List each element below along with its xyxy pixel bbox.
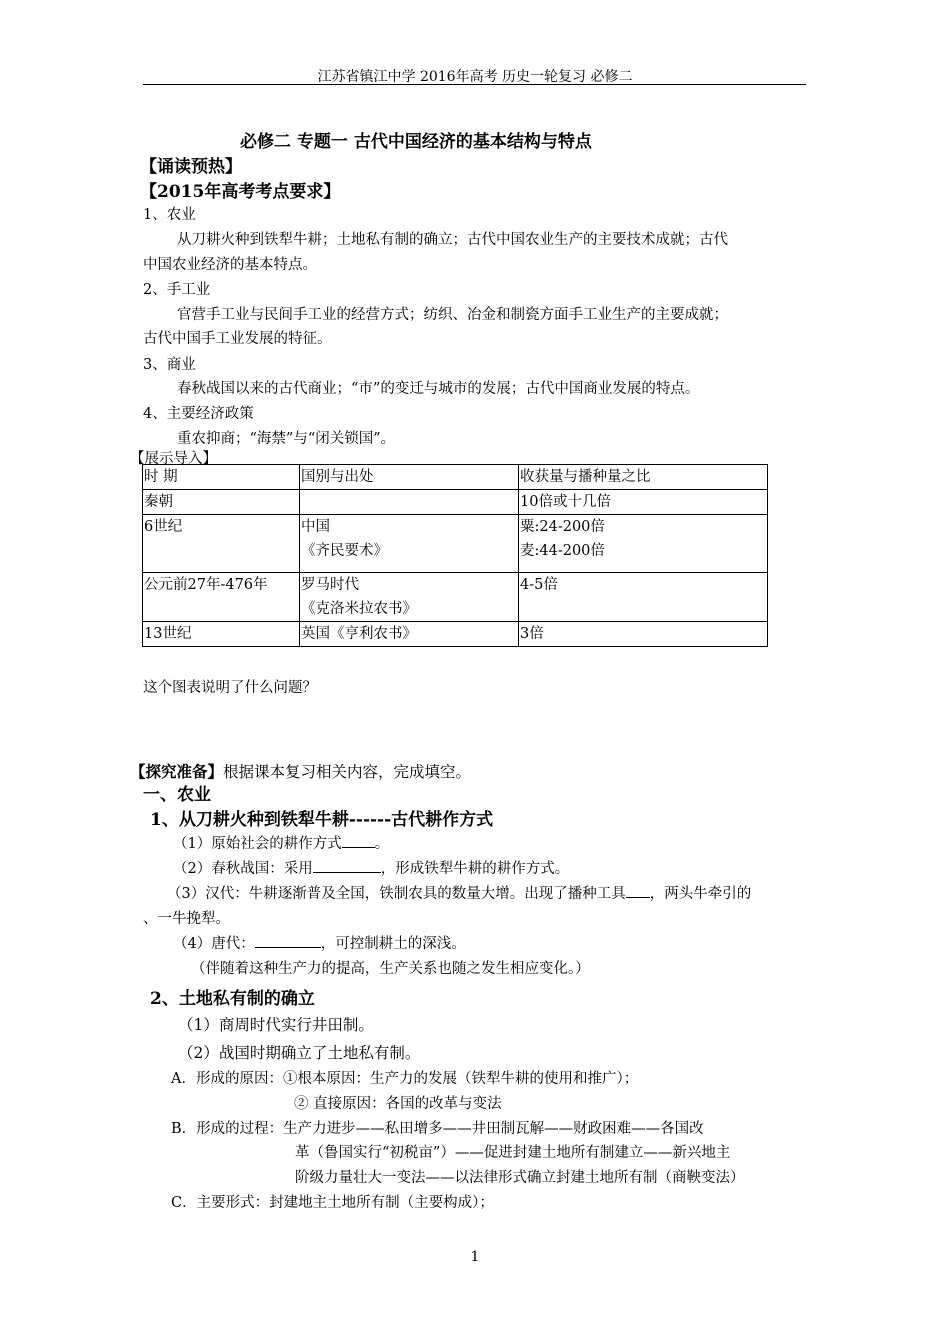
table-row: [143, 490, 768, 515]
s2-c-line-1: C．主要形式：封建地主土地所有制（主要构成）；: [171, 1195, 494, 1211]
section-read-heading: 【诵读预热】: [140, 157, 242, 177]
table-cell-source: [300, 515, 519, 573]
s1-line-2-end: ，形成铁犁牛耕的耕作方式。: [380, 861, 570, 877]
table-row: [143, 573, 768, 622]
s1-line-1-end: 。: [374, 836, 390, 852]
table-question: 这个图表说明了什么问题？: [143, 680, 317, 696]
section-requirements-heading: 【2015年高考考点要求】: [140, 182, 341, 202]
req-item-2-body-line1: 官营手工业与民间手工业的经营方式；纺织、冶金和制瓷方面手工业生产的主要成就；: [177, 307, 728, 323]
req-item-1-title: 1、农业: [143, 207, 196, 223]
section-show-heading: 【展示导入】: [130, 451, 217, 467]
s1-line-2-text: （2）春秋战国：采用: [173, 861, 313, 877]
s2-b-line-2: 革（鲁国实行“初税亩”）——促进封建土地所有制建立——新兴地主: [295, 1145, 731, 1161]
req-item-1-body-line2: 中国农业经济的基本特点。: [143, 257, 317, 273]
s1-line-2: [173, 857, 569, 878]
fill-blank[interactable]: [255, 933, 321, 948]
table-cell-source: [300, 490, 519, 515]
table-cell-source: [300, 622, 519, 647]
header-rule: [143, 84, 806, 85]
ratio-line: 3倍: [520, 626, 544, 642]
table-cell-source: [300, 573, 519, 622]
table-row: [143, 622, 768, 647]
s1-line-3-end: ，两头牛牵引的: [649, 886, 752, 902]
table-cell-ratio: [519, 622, 768, 647]
prep-text: 根据课本复习相关内容，完成填空。: [223, 763, 472, 781]
page-header: 江苏省镇江中学 2016年高考 历史一轮复习 必修二: [317, 69, 633, 85]
fill-blank[interactable]: [626, 883, 650, 898]
table-cell-period: 6世纪: [143, 515, 300, 573]
table-header-cell: 时 期: [143, 465, 300, 490]
source-line: 中国: [301, 519, 330, 535]
s1-line-3-cont: 、一牛挽犁。: [143, 911, 230, 927]
table-cell-ratio: [519, 573, 768, 622]
s2-a-line-2: ② 直接原因：各国的改革与变法: [294, 1096, 502, 1112]
source-line: 英国《亨利农书》: [301, 626, 417, 642]
req-item-2-body-line2: 古代中国手工业发展的特征。: [143, 331, 332, 347]
s1-line-1: [173, 832, 389, 853]
req-item-4-title: 4、主要经济政策: [143, 406, 254, 422]
source-line: 罗马时代: [301, 577, 359, 593]
ratio-line: 麦:44-200倍: [520, 543, 605, 559]
req-item-2-title: 2、手工业: [143, 282, 211, 298]
document-title: 必修二 专题一 古代中国经济的基本结构与特点: [240, 132, 592, 152]
ratio-line: 粟:24-200倍: [520, 519, 605, 535]
table-cell-period: 公元前27年-476年: [143, 573, 300, 622]
table-cell-period: 秦朝: [143, 490, 300, 515]
table-cell-ratio: [519, 515, 768, 573]
req-item-4-body: 重农抑商；“海禁”与“闭关锁国”。: [177, 431, 396, 447]
s2-b-line-1: B．形成的过程：生产力进步——私田增多——井田制瓦解——财政困难——各国改: [171, 1121, 704, 1137]
s2-line-2: （2）战国时期确立了土地私有制。: [178, 1044, 421, 1062]
source-line: 《齐民要术》: [301, 543, 388, 559]
fill-blank[interactable]: [313, 858, 381, 873]
s1-line-3-text: （3）汉代：牛耕逐渐普及全国，铁制农具的数量大增。出现了播种工具: [167, 886, 626, 902]
table-header-row: [143, 465, 768, 490]
s2-heading: 2、土地私有制的确立: [150, 989, 315, 1009]
part1-heading: 一、农业: [143, 785, 211, 805]
s2-b-line-3: 阶级力量壮大一变法——以法律形式确立封建土地所有制（商鞅变法）: [295, 1170, 745, 1186]
s1-line-3: [167, 882, 751, 903]
s1-line-4: [173, 932, 466, 953]
table-cell-ratio: [519, 490, 768, 515]
ratio-line: 4-5倍: [520, 577, 558, 593]
s1-line-4-text: （4）唐代：: [173, 936, 255, 952]
ratio-line: 10倍或十几倍: [520, 494, 611, 510]
page-number: 1: [470, 1249, 480, 1265]
s1-line-5: （伴随着这种生产力的提高，生产关系也随之发生相应变化。）: [191, 961, 590, 977]
prep-line: [130, 760, 471, 782]
req-item-1-body-line1: 从刀耕火种到铁犁牛耕；土地私有制的确立；古代中国农业生产的主要技术成就；古代: [177, 232, 728, 248]
s1-line-4-end: ，可控制耕土的深浅。: [320, 936, 466, 952]
s1-line-1-text: （1）原始社会的耕作方式: [173, 836, 342, 852]
table-cell-period: 13世纪: [143, 622, 300, 647]
req-item-3-title: 3、商业: [143, 357, 196, 373]
s2-a-line-1: A．形成的原因：①根本原因：生产力的发展（铁犁牛耕的使用和推广）；: [171, 1071, 639, 1087]
fill-blank[interactable]: [342, 833, 375, 848]
source-line: 《克洛米拉农书》: [301, 601, 417, 617]
prep-label: 【探究准备】: [130, 762, 224, 781]
req-item-3-body: 春秋战国以来的古代商业；“市”的变迁与城市的发展；古代中国商业发展的特点。: [177, 381, 700, 397]
s1-heading: 1、从刀耕火种到铁犁牛耕------古代耕作方式: [150, 810, 494, 830]
table-header-cell: 国别与出处: [300, 465, 519, 490]
yield-ratio-table: [142, 464, 768, 647]
table-row: [143, 515, 768, 573]
s2-line-1: （1）商周时代实行井田制。: [178, 1016, 374, 1034]
table-header-cell: 收获量与播种量之比: [519, 465, 768, 490]
